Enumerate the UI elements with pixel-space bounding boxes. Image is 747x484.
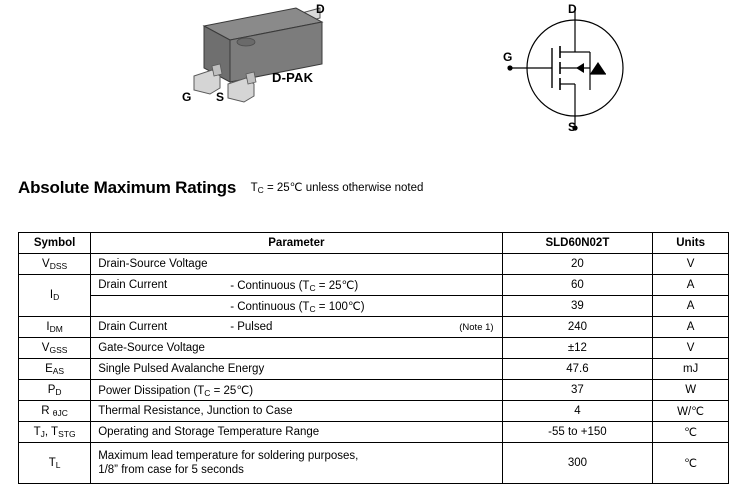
column-header-units: Units [653,233,729,254]
row-parameter [91,275,502,296]
row-parameter [91,443,502,484]
row-value: 240 [502,317,653,338]
row-parameter-line2: 1/8” from case for 5 seconds [98,464,244,476]
row-units: A [653,275,729,296]
row-symbol: $I_{DM}$ [19,317,91,338]
row-symbol: $P_D$ [19,380,91,401]
row-value: 60 [502,275,653,296]
column-header-parameter: Parameter [91,233,502,254]
row-symbol: $E_{AS}$ [19,359,91,380]
row-value: 20 [502,254,653,275]
row-parameter: Power Dissipation ($T_C$ = 25℃) [91,380,502,401]
row-units: V [653,338,729,359]
dpak-package-drawing [170,4,360,124]
row-units: ℃ [653,443,729,484]
table-row [19,317,729,338]
row-parameter-condition: - Continuous ($T_C$ = 100℃) [230,300,365,314]
row-parameter: Single Pulsed Avalanche Energy [91,359,502,380]
table-row [19,275,729,296]
mosfet-schematic-symbol [480,0,680,140]
row-parameter: Gate-Source Voltage [91,338,502,359]
row-value: 37 [502,380,653,401]
row-symbol: $T_L$ [19,443,91,484]
row-units: ℃ [653,422,729,443]
package-type-label: D-PAK [272,70,314,85]
table-row [19,422,729,443]
row-value: ±12 [502,338,653,359]
symbol-drain-label: D [568,2,577,16]
row-symbol: $I_D$ [19,275,91,317]
row-parameter [91,317,502,338]
figures-area [0,0,747,172]
table-row [19,254,729,275]
row-parameter: Drain-Source Voltage [91,254,502,275]
row-parameter-name: Drain Current [98,321,168,333]
row-parameter [91,296,502,317]
row-symbol: $V_{DSS}$ [19,254,91,275]
row-parameter-note: (Note 1) [459,321,494,333]
table-row [19,401,729,422]
row-units: A [653,317,729,338]
row-units: W/℃ [653,401,729,422]
section-condition-note: $T_C$ = 25℃ unless otherwise noted [250,182,424,195]
table-row [19,380,729,401]
package-pin-source-label: S [216,90,225,104]
page-title: Absolute Maximum Ratings [18,178,237,197]
package-pin-drain-label: D [316,2,325,16]
symbol-gate-label: G [503,50,513,64]
table-row [19,359,729,380]
row-parameter-name: Drain Current [98,279,168,291]
section-heading [18,178,718,208]
row-value: 39 [502,296,653,317]
row-parameter-line1: Maximum lead temperature for soldering purposes, [98,449,359,462]
row-symbol: R $_{\theta JC}$ [19,401,91,422]
row-value: 4 [502,401,653,422]
row-parameter: Operating and Storage Temperature Range [91,422,502,443]
table-row [19,443,729,484]
row-value: -55 to +150 [502,422,653,443]
table-row [19,338,729,359]
package-pin-gate-label: G [182,90,192,104]
table-header-row [19,233,729,254]
symbol-source-label: S [568,120,577,134]
row-value: 47.6 [502,359,653,380]
row-parameter: Thermal Resistance, Junction to Case [91,401,502,422]
column-header-device: SLD60N02T [502,233,653,254]
row-symbol: $T_J$, $T_{STG}$ [19,422,91,443]
row-units: mJ [653,359,729,380]
row-units: V [653,254,729,275]
row-value: 300 [502,443,653,484]
absolute-maximum-ratings-table [18,232,729,484]
row-parameter-condition: - Continuous ($T_C$ = 25℃) [230,279,359,293]
table-row [19,296,729,317]
column-header-symbol: Symbol [19,233,91,254]
row-units: W [653,380,729,401]
row-units: A [653,296,729,317]
row-symbol: $V_{GSS}$ [19,338,91,359]
row-parameter-condition: - Pulsed [230,321,273,333]
